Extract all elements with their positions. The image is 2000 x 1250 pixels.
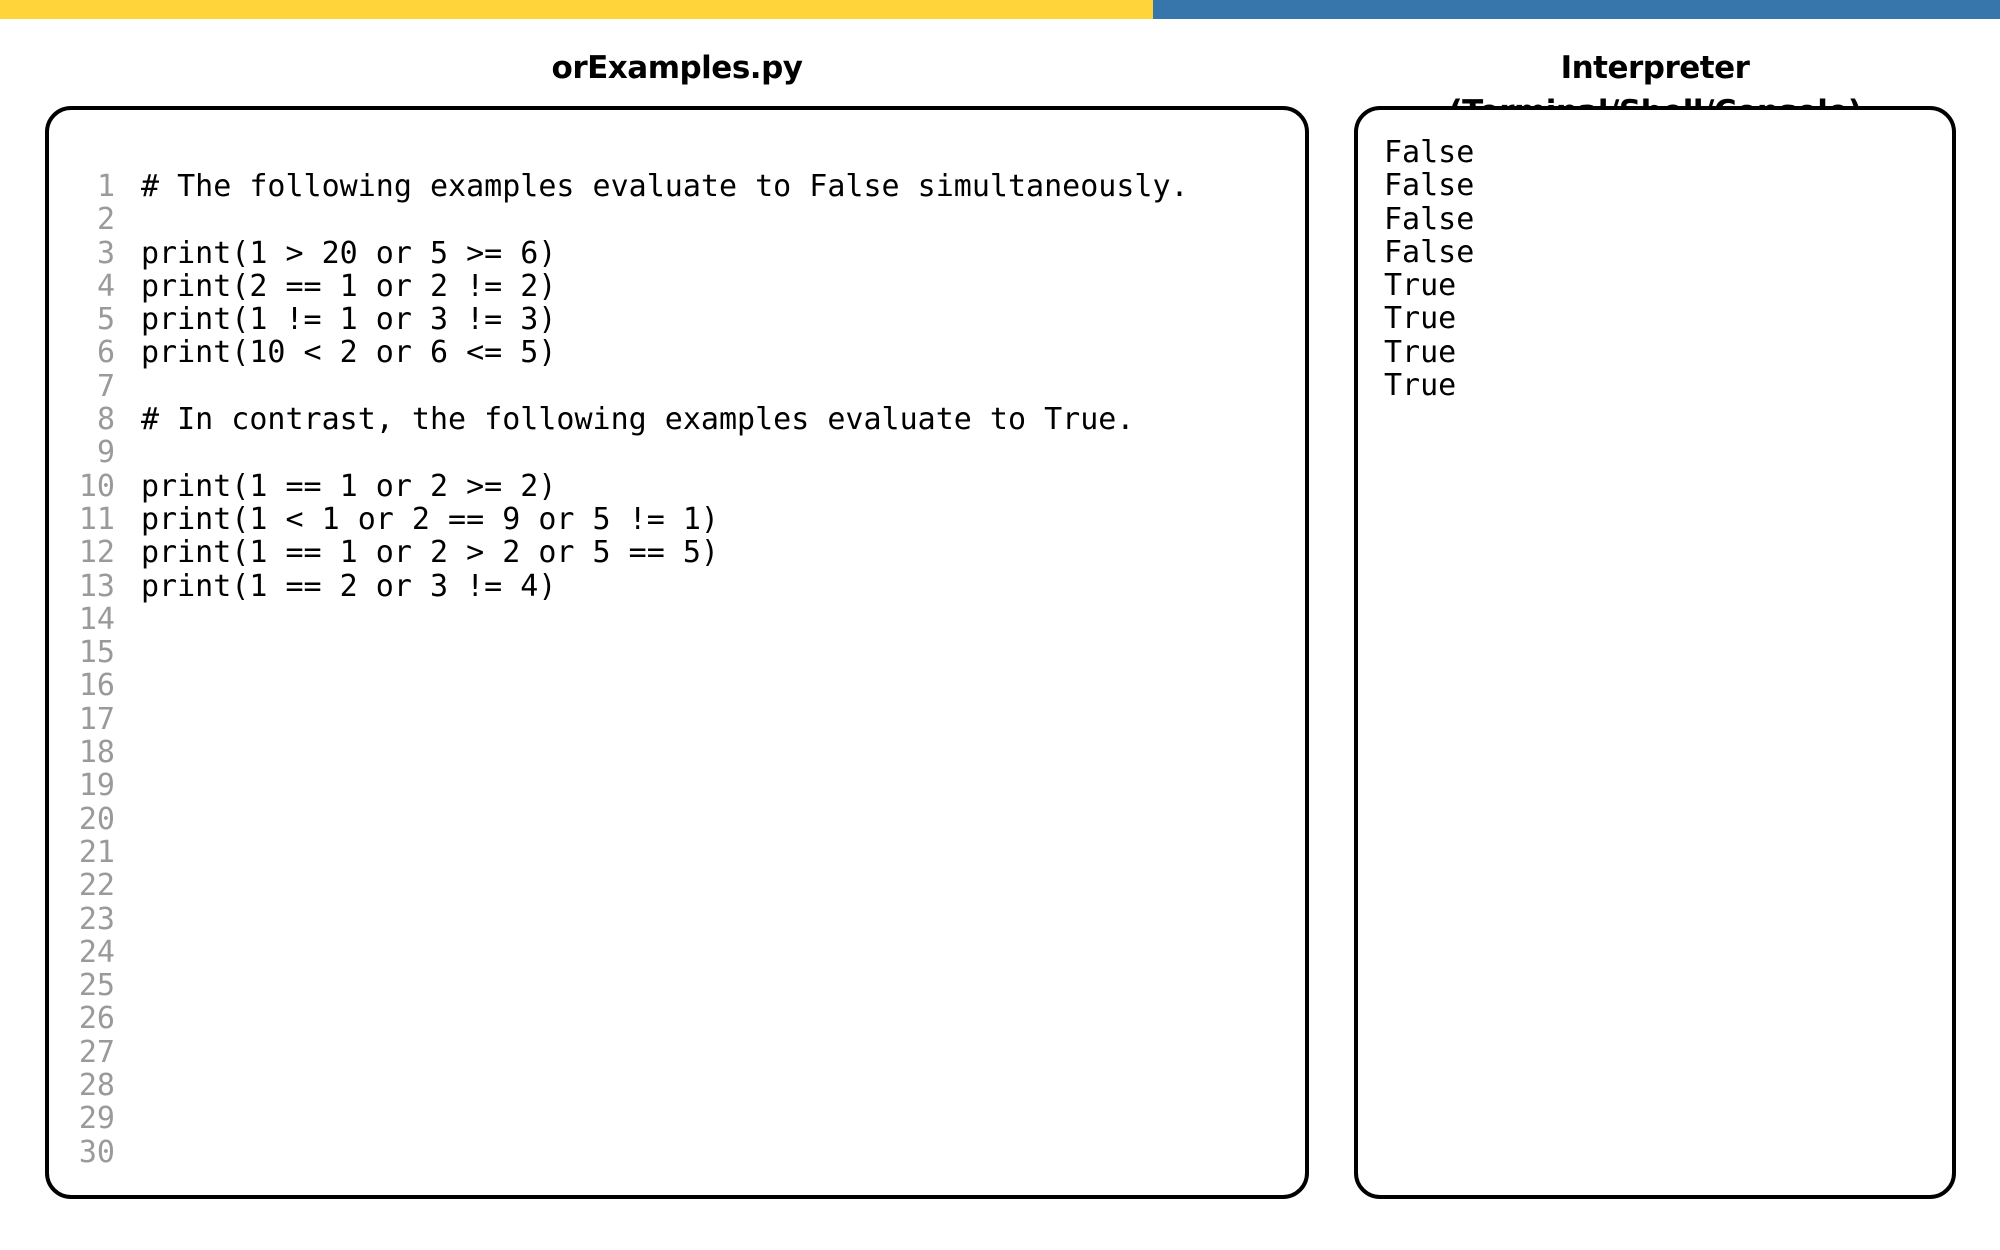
top-bar-yellow <box>0 0 1153 19</box>
code-line[interactable] <box>49 436 1189 469</box>
console-output <box>1384 136 1474 402</box>
code-line[interactable] <box>49 570 1189 603</box>
code-line[interactable] <box>49 203 1189 236</box>
editor-filename: orExamples.py <box>551 50 803 86</box>
code-line[interactable] <box>49 403 1189 436</box>
line-number: 15 <box>78 635 115 671</box>
top-bar-blue <box>1153 0 2000 19</box>
code-text[interactable]: print(1 < 1 or 2 == 9 or 5 != 1) <box>141 501 719 537</box>
line-number: 24 <box>78 934 115 970</box>
line-number: 22 <box>78 868 115 904</box>
console-output-line: False <box>1384 201 1475 237</box>
line-number: 3 <box>96 235 115 271</box>
code-editor[interactable] <box>45 106 1309 1199</box>
code-line[interactable] <box>49 270 1189 303</box>
line-number: 26 <box>78 1001 115 1037</box>
code-line[interactable] <box>49 636 1189 669</box>
line-number: 8 <box>96 402 115 438</box>
code-lines[interactable] <box>49 170 1189 1169</box>
line-number: 2 <box>96 202 115 238</box>
code-text[interactable]: print(1 == 1 or 2 >= 2) <box>141 468 557 504</box>
console-output-line: False <box>1384 234 1475 270</box>
line-number: 29 <box>78 1101 115 1137</box>
code-text[interactable]: print(1 == 1 or 2 > 2 or 5 == 5) <box>141 535 719 571</box>
code-text[interactable]: print(1 > 20 or 5 >= 6) <box>141 235 557 271</box>
line-number: 13 <box>78 568 115 604</box>
code-line[interactable] <box>49 536 1189 569</box>
line-number: 30 <box>78 1134 115 1170</box>
console-output-line: False <box>1384 135 1475 170</box>
line-number: 28 <box>78 1068 115 1104</box>
code-line[interactable] <box>49 370 1189 403</box>
code-line[interactable] <box>49 669 1189 702</box>
code-text[interactable]: print(1 != 1 or 3 != 3) <box>141 302 557 338</box>
code-line[interactable] <box>49 470 1189 503</box>
code-line[interactable] <box>49 736 1189 769</box>
code-line[interactable] <box>49 1136 1189 1169</box>
code-line[interactable] <box>49 1102 1189 1135</box>
code-line[interactable] <box>49 936 1189 969</box>
code-line[interactable] <box>49 1036 1189 1069</box>
line-number: 27 <box>78 1034 115 1070</box>
code-text[interactable]: # The following examples evaluate to False simultaneously. <box>141 169 1189 204</box>
console-output-line: True <box>1384 268 1457 304</box>
code-text[interactable]: print(10 < 2 or 6 <= 5) <box>141 335 557 371</box>
line-number: 25 <box>78 968 115 1004</box>
code-line[interactable] <box>49 170 1189 203</box>
line-number: 5 <box>96 302 115 338</box>
code-line[interactable] <box>49 1069 1189 1102</box>
line-number: 23 <box>78 901 115 937</box>
code-line[interactable] <box>49 703 1189 736</box>
line-number: 10 <box>78 468 115 504</box>
code-line[interactable] <box>49 903 1189 936</box>
console-output-line: True <box>1384 301 1457 337</box>
line-number: 16 <box>78 668 115 704</box>
console-output-line: True <box>1384 368 1457 404</box>
line-number: 12 <box>78 535 115 571</box>
line-number: 21 <box>78 834 115 870</box>
line-number: 9 <box>96 435 115 471</box>
line-number: 19 <box>78 768 115 804</box>
top-color-bar <box>0 0 2000 19</box>
line-number: 11 <box>78 501 115 537</box>
line-number: 18 <box>78 735 115 771</box>
console-title: Interpreter <box>1560 50 1750 86</box>
console-output-line: False <box>1384 168 1475 204</box>
line-number: 20 <box>78 801 115 837</box>
line-number: 17 <box>78 701 115 737</box>
code-line[interactable] <box>49 336 1189 369</box>
code-line[interactable] <box>49 969 1189 1002</box>
code-text[interactable]: print(2 == 1 or 2 != 2) <box>141 268 557 304</box>
code-line[interactable] <box>49 237 1189 270</box>
code-line[interactable] <box>49 503 1189 536</box>
line-number: 14 <box>78 601 115 637</box>
code-line[interactable] <box>49 803 1189 836</box>
line-number: 4 <box>96 268 115 304</box>
interpreter-console[interactable] <box>1354 106 1956 1199</box>
code-line[interactable] <box>49 769 1189 802</box>
console-output-line: True <box>1384 334 1457 370</box>
line-number: 1 <box>96 169 115 204</box>
code-line[interactable] <box>49 303 1189 336</box>
line-number: 7 <box>96 368 115 404</box>
line-number: 6 <box>96 335 115 371</box>
code-line[interactable] <box>49 869 1189 902</box>
code-text[interactable]: # In contrast, the following examples evaluate to True. <box>141 402 1135 438</box>
code-line[interactable] <box>49 603 1189 636</box>
code-line[interactable] <box>49 836 1189 869</box>
code-text[interactable]: print(1 == 2 or 3 != 4) <box>141 568 557 604</box>
code-line[interactable] <box>49 1002 1189 1035</box>
